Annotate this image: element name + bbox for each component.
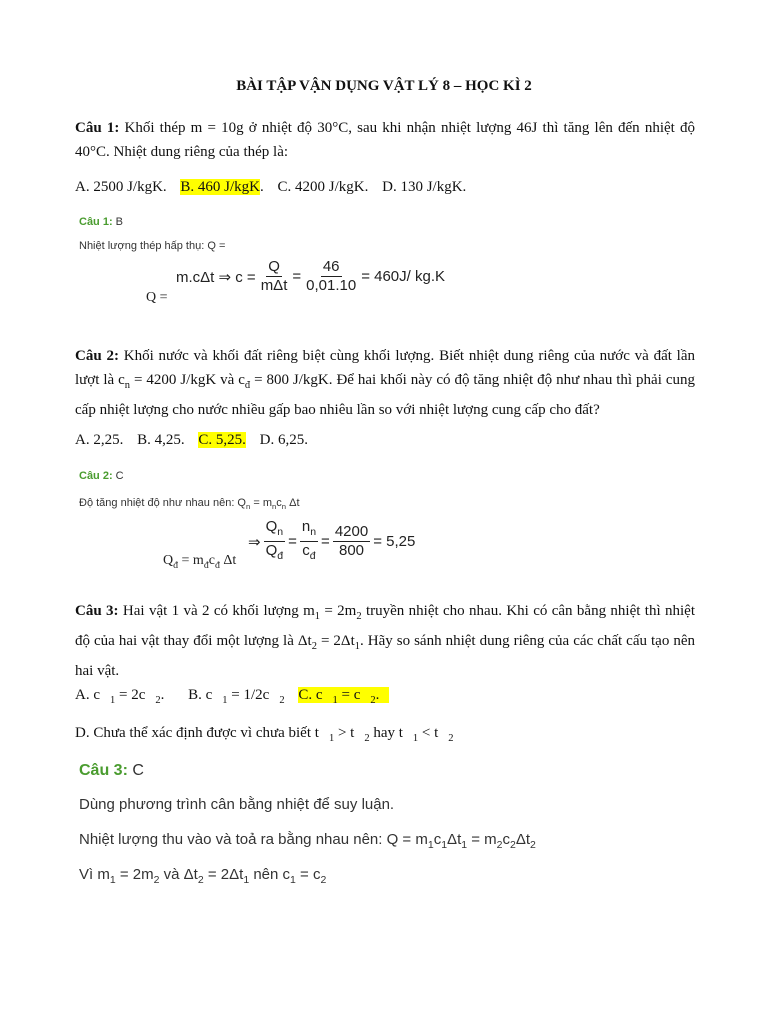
q2-text-b: = 4200 J/kgK và c [130,372,245,388]
page-title: BÀI TẬP VẬN DỤNG VẬT LÝ 8 – HỌC KÌ 2 [236,78,532,94]
question-3 [75,599,695,683]
q1-formula-q: Q = [146,290,168,305]
q1-formula-left: m.cΔt ⇒ c = [176,268,256,286]
q2-option-a: A. 2,25. [75,432,124,448]
q2-explain-c: c [276,497,282,509]
q3-explain-line-2: Nhiệt lượng thu vào và toả ra bằng nhau nên: $Q = m_1c_1\Delta t_1 = m_2c_2\Delta t_2$ [79,831,536,851]
question-2-options [75,432,318,449]
q2-qd-c: c [208,553,215,568]
q1-option-a: A. 2500 J/kgK. [75,179,167,195]
question-1-label: Câu 1: [75,120,120,136]
q3-answer-value: C [127,762,144,779]
q2-arrow: ⇒ [248,533,261,551]
q2-text-a: Khối nước và khối đất riêng biệt cùng khối lượng. Biết nhiệt dung riêng của nước và đất lần lượt là c [75,348,696,388]
q3-sub-2b: 2 [311,641,317,652]
q2-explain-sub2: n [271,502,277,512]
question-1-options [75,179,476,196]
q2-answer-label-text: Câu 2: [79,470,113,482]
q2-answer-label [79,470,124,482]
question-3-label: Câu 3: [75,603,119,619]
q2-explain-mid: = m [250,497,272,509]
q1-fraction-1 [259,258,290,295]
q2-f1-den-sub: đ [277,550,284,562]
q2-sub-n: n [124,380,131,391]
q3-explain-line-1: Dùng phương trình cân bằng nhiệt để suy luận. [79,796,395,813]
q2-qd-sub: đ [173,559,179,571]
q2-answer-value: C [112,470,124,482]
q1-explanation: Nhiệt lượng thép hấp thụ: Q = [79,240,226,252]
q2-option-b: B. 4,25. [137,432,185,448]
q3-option-d: D. Chưa thể xác định được vì chưa biết t $_1$ > t $_2$ hay t $_1$ < t $_2$ [75,725,454,744]
q1-option-b-dot: . [260,179,264,195]
q3-text-b: = 2m [319,603,357,619]
q2-f3-den: 800 [338,542,365,559]
q1-formula-result: = 460J/ kg.K [361,268,445,285]
q3-text-d: = 2Δt [316,633,355,649]
q3-option-b: B. c $_1$ = 1/2c $_2$ [188,687,285,706]
q2-qd-line [163,553,236,571]
q1-f1-den: mΔt [260,277,288,294]
q2-explanation [79,497,300,511]
q3-opt-d-b: > t [334,725,355,741]
q2-f3-num: 4200 [334,523,369,540]
q3-sub-1b: 1 [354,641,360,652]
q3-opt-d-a: D. Chưa thể xác định được vì chưa biết t [75,725,319,741]
q2-explain-end: Δt [286,497,300,509]
question-3-options [75,687,399,706]
q2-fraction-1 [264,518,286,565]
q3-explain-line-3: Vì $m_1 = 2m_2$ và $\Delta t_2 = 2\Delta t_1$ nên $c_1 = c_2$ [79,866,327,886]
q1-answer-label-text: Câu 1: [79,216,113,228]
q1-option-d: D. 130 J/kgK. [382,179,467,195]
q2-qd: Q [163,553,174,568]
q2-option-c: C. 5,25. [198,432,246,448]
q2-result: = 5,25 [373,533,416,550]
q1-option-c: C. 4200 J/kgK. [277,179,369,195]
q2-fraction-3 [333,523,370,560]
question-1 [75,116,695,164]
q3-opt-d-d: < t [418,725,439,741]
q1-fraction-2 [304,258,358,295]
q2-qd-sub3: đ [214,559,220,571]
q1-option-b: B. 460 J/kgK [180,179,261,195]
q2-fraction-2 [300,518,318,565]
q3-opt-d-c: hay t [369,725,403,741]
q3-sub-2a: 2 [356,611,362,622]
q2-f1-num: Q [265,518,278,535]
q3-option-c: C. c $_1$ = c $_2$. [298,687,389,703]
q2-explain-a: Độ tăng nhiệt độ như nhau nên: Q [79,497,246,509]
q3-text-a: Hai vật 1 và 2 có khối lượng m [122,603,315,619]
q2-text-c: = 800 J/kgK. Để hai khối này có độ tăng nhiệt độ như nhau thì phải cung cấp nhiệt lượng cho nước nhiều gấp bao nhiêu lần so với nhiệt lượng cung cấp cho đất? [75,372,695,418]
q2-f1-den: Q [265,542,278,559]
q2-f2-den-sub: đ [309,550,316,562]
q2-f2-den: c [302,542,310,559]
q1-formula: m.cΔt ⇒ c = $\frac{Q}{\text{mΔt}}$ = $\frac{46}{0,01.10}$ = 460J/ kg.K [176,258,445,294]
q2-explain-sub3: n [281,502,287,512]
q3-option-a: A. c $_1$ = 2c $_2$. [75,687,165,706]
q3-text-c: truyền nhiệt cho nhau. Khi có cân bằng nhiệt thì nhiệt độ của hai vật thay đổi một lượng là Δt [75,603,695,649]
q2-option-d: D. 6,25. [259,432,308,448]
q3-sub-1a: 1 [314,611,320,622]
q1-f1-num: Q [268,258,280,275]
q1-f2-num: 46 [322,258,340,275]
q3-answer-label-text: Câu 3: [79,762,128,779]
q2-explain-sub1: n [246,502,251,512]
q1-answer-value: B [112,216,124,228]
q2-qd-sub2: đ [203,559,209,571]
q3-answer-label [79,762,144,780]
q2-f1-num-sub: n [277,526,284,538]
q3-text-e: . Hãy so sánh nhiệt dung riêng của các chất cấu tạo nên hai vật. [75,633,695,679]
question-1-text: Khối thép m = 10g ở nhiệt độ 30°C, sau khi nhận nhiệt lượng 46J thì tăng lên đến nhiệt độ 40°C. Nhiệt dung riêng của thép là: [75,120,695,160]
question-2 [75,344,695,422]
q1-f2-den: 0,01.10 [306,277,357,294]
q2-f2-num: n [301,518,311,535]
q1-answer-label [79,216,123,228]
q2-qd-end: Δt [219,553,237,568]
q2-sub-d: đ [244,380,251,391]
q2-formula: ⇒ $\frac{Q_n}{Q_đ}$ = $\frac{n_n}{c_đ}$ = $\frac{4200}{800}$ = 5,25 [248,518,415,565]
q2-f2-num-sub: n [310,526,317,538]
question-2-label: Câu 2: [75,348,119,364]
q2-qd-rest: = m [178,553,204,568]
